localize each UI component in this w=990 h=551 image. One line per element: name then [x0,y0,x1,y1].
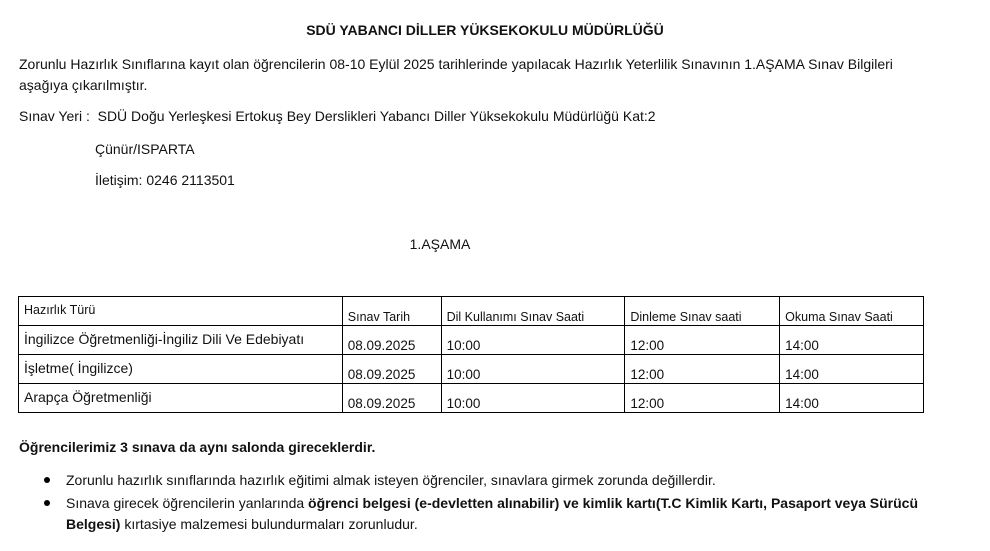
rule-text: Sınava girecek öğrencilerin yanlarında [66,495,309,511]
bullet-icon [44,477,50,483]
table-cell: 08.09.2025 [342,355,441,384]
exam-location-value: SDÜ Doğu Yerleşkesi Ertokuş Bey Derslikleri Yabancı Diller Yüksekokulu Müdürlüğü Kat:2 [97,108,656,124]
same-room-note: Öğrencilerimiz 3 sınava da aynı salonda gireceklerdir. [19,439,376,455]
list-item [19,493,949,535]
contact-info: İletişim: 0246 2113501 [95,172,235,188]
required-documents: öğrenci belgesi (e-devletten alınabilir) ve kimlik kartı(T.C Kimlik Kartı, Pasaport veya Sürücü Belgesi) [66,495,919,532]
stage-title: 1.AŞAMA [409,236,471,252]
rule-text: kırtasiye malzemesi bulundurmaları zorunludur. [120,516,418,532]
table-row [19,355,924,384]
header-cell: Okuma Sınav Saati [780,297,924,326]
header-cell: Sınav Tarih [342,297,441,326]
list-item [19,470,949,491]
exam-location [19,108,656,124]
table-cell: Arapça Öğretmenliği [19,384,343,413]
exam-location-label: Sınav Yeri : [19,108,90,124]
table-cell: 14:00 [780,384,924,413]
table-cell: 08.09.2025 [342,384,441,413]
header-cell: Hazırlık Türü [19,297,343,326]
table-cell: İşletme( İngilizce) [19,355,343,384]
table-cell: 10:00 [441,355,625,384]
exam-schedule-table [18,296,924,413]
intro-paragraph: Zorunlu Hazırlık Sınıflarına kayıt olan öğrencilerin 08-10 Eylül 2025 tarihlerinde yapılacak Hazırlık Yeterlilik Sınavının 1.AŞAMA Sınav Bilgileri aşağıya çıkarılmıştır. [19,56,893,93]
table-cell: 12:00 [625,384,780,413]
table-cell: 12:00 [625,326,780,355]
table-row [19,326,924,355]
table-cell: 14:00 [780,355,924,384]
rule-text: Zorunlu hazırlık sınıflarında hazırlık eğitimi almak isteyen öğrenciler, sınavlara girmek zorunda değillerdir. [66,472,716,488]
table-cell: İngilizce Öğretmenliği-İngiliz Dili Ve Edebiyatı [19,326,343,355]
header-cell: Dil Kullanımı Sınav Saati [441,297,625,326]
table-cell: 08.09.2025 [342,326,441,355]
table-cell: 12:00 [625,355,780,384]
exam-address: Çünür/ISPARTA [95,141,195,157]
table-cell: 10:00 [441,384,625,413]
table-row [19,384,924,413]
document-title: SDÜ YABANCI DİLLER YÜKSEKOKULU MÜDÜRLÜĞÜ [306,22,664,38]
table-cell: 10:00 [441,326,625,355]
rules-list [19,470,949,537]
table-header-row [19,297,924,326]
header-cell: Dinleme Sınav saati [625,297,780,326]
bullet-icon [44,500,50,506]
table-cell: 14:00 [780,326,924,355]
